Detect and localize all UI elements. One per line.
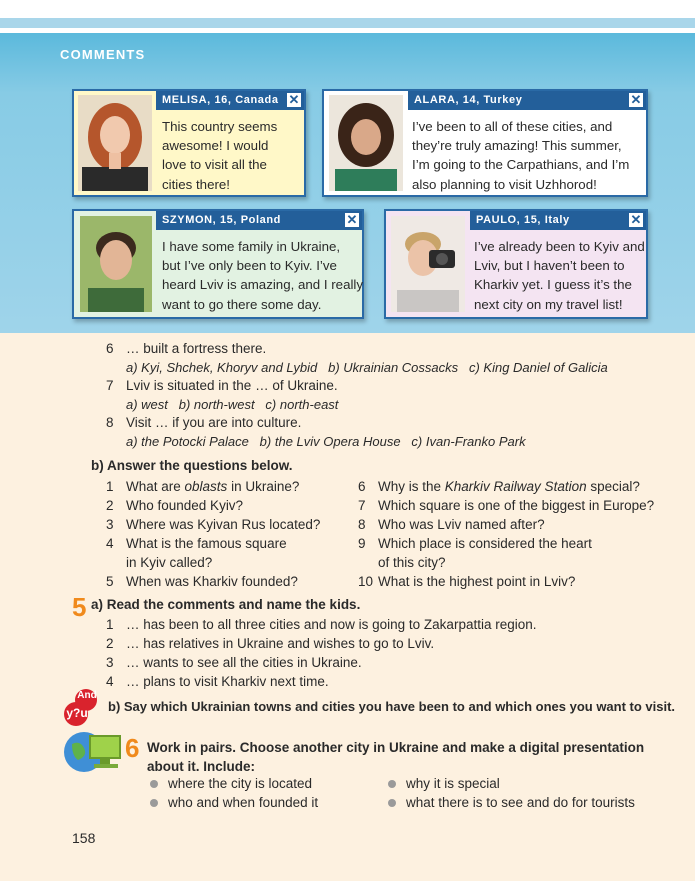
szymon-name-bar: SZYMON, 15, Poland [156, 211, 362, 230]
question-4: 4 What is the famous square [106, 536, 287, 551]
comment-card-alara [322, 89, 648, 197]
close-icon[interactable]: ✕ [628, 92, 644, 108]
ex6-bullet-3: why it is special [406, 776, 500, 791]
alara-photo [329, 95, 403, 191]
question-9-cont: of this city? [378, 555, 446, 570]
melisa-name-bar: MELISA, 16, Canada [156, 91, 304, 110]
ex6-bullet-1: where the city is located [168, 776, 313, 791]
question-3: 3 Where was Kyivan Rus located? [106, 517, 321, 532]
exercise-6-instruction: Work in pairs. Choose another city in Ukraine and make a digital presentation about it. Include: [147, 740, 645, 774]
comments-heading: COMMENTS [60, 47, 146, 62]
bullet-icon [150, 799, 158, 807]
comment-card-szymon [72, 209, 364, 319]
melisa-photo [78, 95, 152, 191]
quiz-options-8: a) the Potocki Palace b) the Lviv Opera House c) Ivan-Franko Park [126, 434, 526, 449]
bullet-icon [150, 780, 158, 788]
badge-bottom-text: y?u [66, 706, 88, 720]
alara-avatar-icon [329, 95, 403, 191]
ex5-item-3: 3 … wants to see all the cities in Ukraine. [106, 655, 362, 670]
paulo-photo [391, 216, 465, 312]
question-4-cont: in Kyiv called? [126, 555, 213, 570]
melisa-avatar-icon [78, 95, 152, 191]
ex5-item-1: 1 … has been to all three cities and now is going to Zakarpattia region. [106, 617, 537, 632]
bullet-icon [388, 799, 396, 807]
close-icon[interactable]: ✕ [286, 92, 302, 108]
computer-globe-icon [62, 730, 124, 774]
badge-top-text: And [77, 690, 97, 701]
alara-name-bar: ALARA, 14, Turkey [408, 91, 646, 110]
quiz-item-7: 7 Lviv is situated in the … of Ukraine. [106, 378, 338, 393]
part-b-instruction: b) Answer the questions below. [91, 458, 293, 473]
ex5-item-4: 4 … plans to visit Kharkiv next time. [106, 674, 329, 689]
quiz-item-6: 6 … built a fortress there. [106, 341, 267, 356]
paulo-name-bar: PAULO, 15, Italy [470, 211, 646, 230]
and-you-badge [56, 688, 104, 728]
question-7: 7 Which square is one of the biggest in Europe? [358, 498, 655, 513]
bullet-icon [388, 780, 396, 788]
exercise-6-number: 6 [125, 733, 140, 763]
question-10: 10 What is the highest point in Lviv? [358, 574, 576, 589]
paulo-avatar-icon [391, 216, 465, 312]
quiz-item-8: 8 Visit … if you are into culture. [106, 415, 302, 430]
page-number: 158 [72, 830, 96, 846]
comment-card-melisa [72, 89, 306, 197]
top-margin [0, 0, 695, 18]
quiz-options-7: a) west b) north-west c) north-east [126, 397, 339, 412]
quiz-options-6: a) Kyi, Shchek, Khoryv and Lybid b) Ukrainian Cossacks c) King Daniel of Galicia [126, 360, 608, 375]
exercise-5-instruction-a: a) Read the comments and name the kids. [91, 597, 361, 612]
ex6-bullet-4: what there is to see and do for tourists [406, 795, 635, 810]
top-stripe [0, 18, 695, 28]
paulo-comment: I’ve already been to Kyiv and Lviv, but I haven’t been to Kharkiv yet. I guess it’s the next city on my travel list! [474, 239, 645, 312]
question-9: 9 Which place is considered the heart [358, 536, 592, 551]
melisa-comment: This country seems awesome! I would love to visit all the cities there! [162, 119, 278, 192]
exercise-5-number: 5 [72, 592, 87, 622]
ex6-bullet-2: who and when founded it [168, 795, 319, 810]
question-6: 6 Why is the Kharkiv Railway Station special? [358, 479, 640, 494]
question-1: 1 What are oblasts in Ukraine? [106, 479, 300, 494]
question-8: 8 Who was Lviv named after? [358, 517, 545, 532]
question-2: 2 Who founded Kyiv? [106, 498, 244, 513]
exercise-5-instruction-b: b) Say which Ukrainian towns and cities you have been to and which ones you want to visit. [108, 699, 676, 714]
ex5-item-2: 2 … has relatives in Ukraine and wishes to go to Lviv. [106, 636, 435, 651]
question-5: 5 When was Kharkiv founded? [106, 574, 298, 589]
close-icon[interactable]: ✕ [344, 212, 360, 228]
szymon-photo [80, 216, 152, 312]
alara-comment: I’ve been to all of these cities, and they’re truly amazing! This summer, I’m going to the Carpathians, and I’m also planning to visit Uzhhorod! [412, 119, 630, 192]
szymon-comment: I have some family in Ukraine, but I’ve only been to Kyiv. I’ve heard Lviv is amazing, and I really want to go there some day. [162, 239, 364, 312]
close-icon[interactable]: ✕ [628, 212, 644, 228]
szymon-avatar-icon [80, 216, 152, 312]
comment-card-paulo [384, 209, 648, 319]
